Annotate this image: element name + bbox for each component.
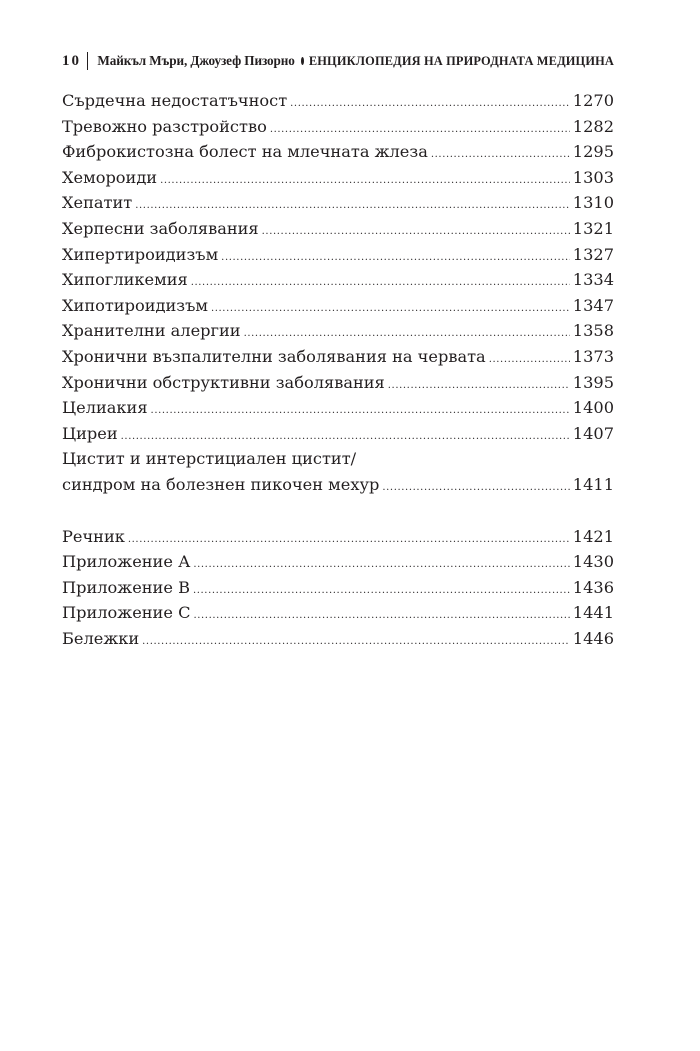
toc-entry-page: 1421 <box>572 526 614 546</box>
toc-entry-title: Речник <box>62 526 125 546</box>
page-number: 10 <box>62 52 81 69</box>
toc-entry <box>62 549 614 575</box>
toc-entry-page: 1270 <box>572 91 614 110</box>
toc-entry <box>62 344 614 370</box>
toc-entry-page: 1282 <box>572 116 614 136</box>
toc-group-chapters <box>62 88 614 498</box>
toc-entry <box>62 626 614 652</box>
toc-entry-multiline <box>62 446 614 497</box>
toc-entry-title: Приложение С <box>62 603 191 623</box>
toc-entry-title: Целиакия <box>62 398 148 418</box>
toc-entry-page: 1395 <box>572 372 614 392</box>
toc-entry-page: 1373 <box>572 346 614 366</box>
toc-entry-title: Хемороиди <box>62 167 158 187</box>
toc-entry-page: 1334 <box>572 270 614 290</box>
toc-entry-title: Херпесни заболявания <box>62 218 259 238</box>
toc-entry-page: 1446 <box>572 628 614 648</box>
toc-entry <box>62 88 614 114</box>
toc-entry-page: 1321 <box>572 218 614 238</box>
toc-entry-title-line-2: синдром на болезнен пикочен мехур <box>62 474 380 494</box>
running-header <box>62 50 614 72</box>
toc-entry-page: 1411 <box>572 474 614 494</box>
toc-entry-page: 1441 <box>572 603 614 623</box>
toc-entry-page: 1327 <box>572 244 614 264</box>
toc-entry-title: Приложение А <box>62 552 191 572</box>
toc-entry <box>62 190 614 216</box>
toc-entry-page: 1358 <box>572 321 614 341</box>
toc-entry-title: Хронични обструктивни заболявания <box>62 372 385 392</box>
toc-entry <box>62 524 614 550</box>
toc-entry-page: 1400 <box>572 398 614 418</box>
toc-entry-title: Хипотироидизъм <box>62 295 208 315</box>
toc-entry-title: Хипертироидизъм <box>62 244 219 264</box>
toc-entry-page: 1407 <box>572 423 614 443</box>
toc-entry <box>62 421 614 447</box>
toc-entry-page: 1310 <box>572 193 614 213</box>
toc-entry <box>62 114 614 140</box>
toc-entry-title: Бележки <box>62 628 140 648</box>
toc-entry <box>62 318 614 344</box>
toc-entry-page: 1430 <box>572 552 614 572</box>
toc-entry-title: Приложение В <box>62 577 190 597</box>
toc-entry-title: Фиброкистозна болест на млечната жлеза <box>62 142 428 162</box>
toc-entry <box>62 139 614 165</box>
toc-group-appendices <box>62 524 614 652</box>
toc-entry-page: 1436 <box>572 577 614 597</box>
toc-entry-page: 1347 <box>572 295 614 315</box>
header-authors: Майкъл Мъри, Джоузеф Пизорно <box>97 53 295 68</box>
table-of-contents <box>62 88 614 651</box>
toc-entry <box>62 395 614 421</box>
toc-entry-title: Хронични възпалителни заболявания на червата <box>62 346 486 366</box>
toc-entry <box>62 575 614 601</box>
header-book-title: ЕНЦИКЛОПЕДИЯ НА ПРИРОДНАТА МЕДИЦИНА <box>308 53 614 68</box>
toc-entry-title: Циреи <box>62 423 118 443</box>
toc-dot-leader <box>142 629 570 655</box>
toc-entry <box>62 165 614 191</box>
toc-entry-last-line <box>62 472 614 498</box>
toc-entry <box>62 267 614 293</box>
toc-entry-title: Хипогликемия <box>62 270 188 290</box>
toc-entry-page: 1303 <box>572 167 614 187</box>
toc-entry <box>62 216 614 242</box>
bullet-icon <box>301 57 304 65</box>
toc-entry-title-line-1: Цистит и интерстициален цистит/ <box>62 449 357 469</box>
toc-entry <box>62 293 614 319</box>
toc-entry <box>62 242 614 268</box>
toc-entry <box>62 370 614 396</box>
toc-entry-title: Хепатит <box>62 193 133 213</box>
toc-entry-title: Тревожно разстройство <box>62 116 267 136</box>
toc-entry <box>62 600 614 626</box>
toc-dot-leader <box>382 475 569 501</box>
toc-entry-title: Хранителни алергии <box>62 321 241 341</box>
toc-entry-title: Сърдечна недостатъчност <box>62 91 288 110</box>
toc-entry-page: 1295 <box>572 142 614 162</box>
